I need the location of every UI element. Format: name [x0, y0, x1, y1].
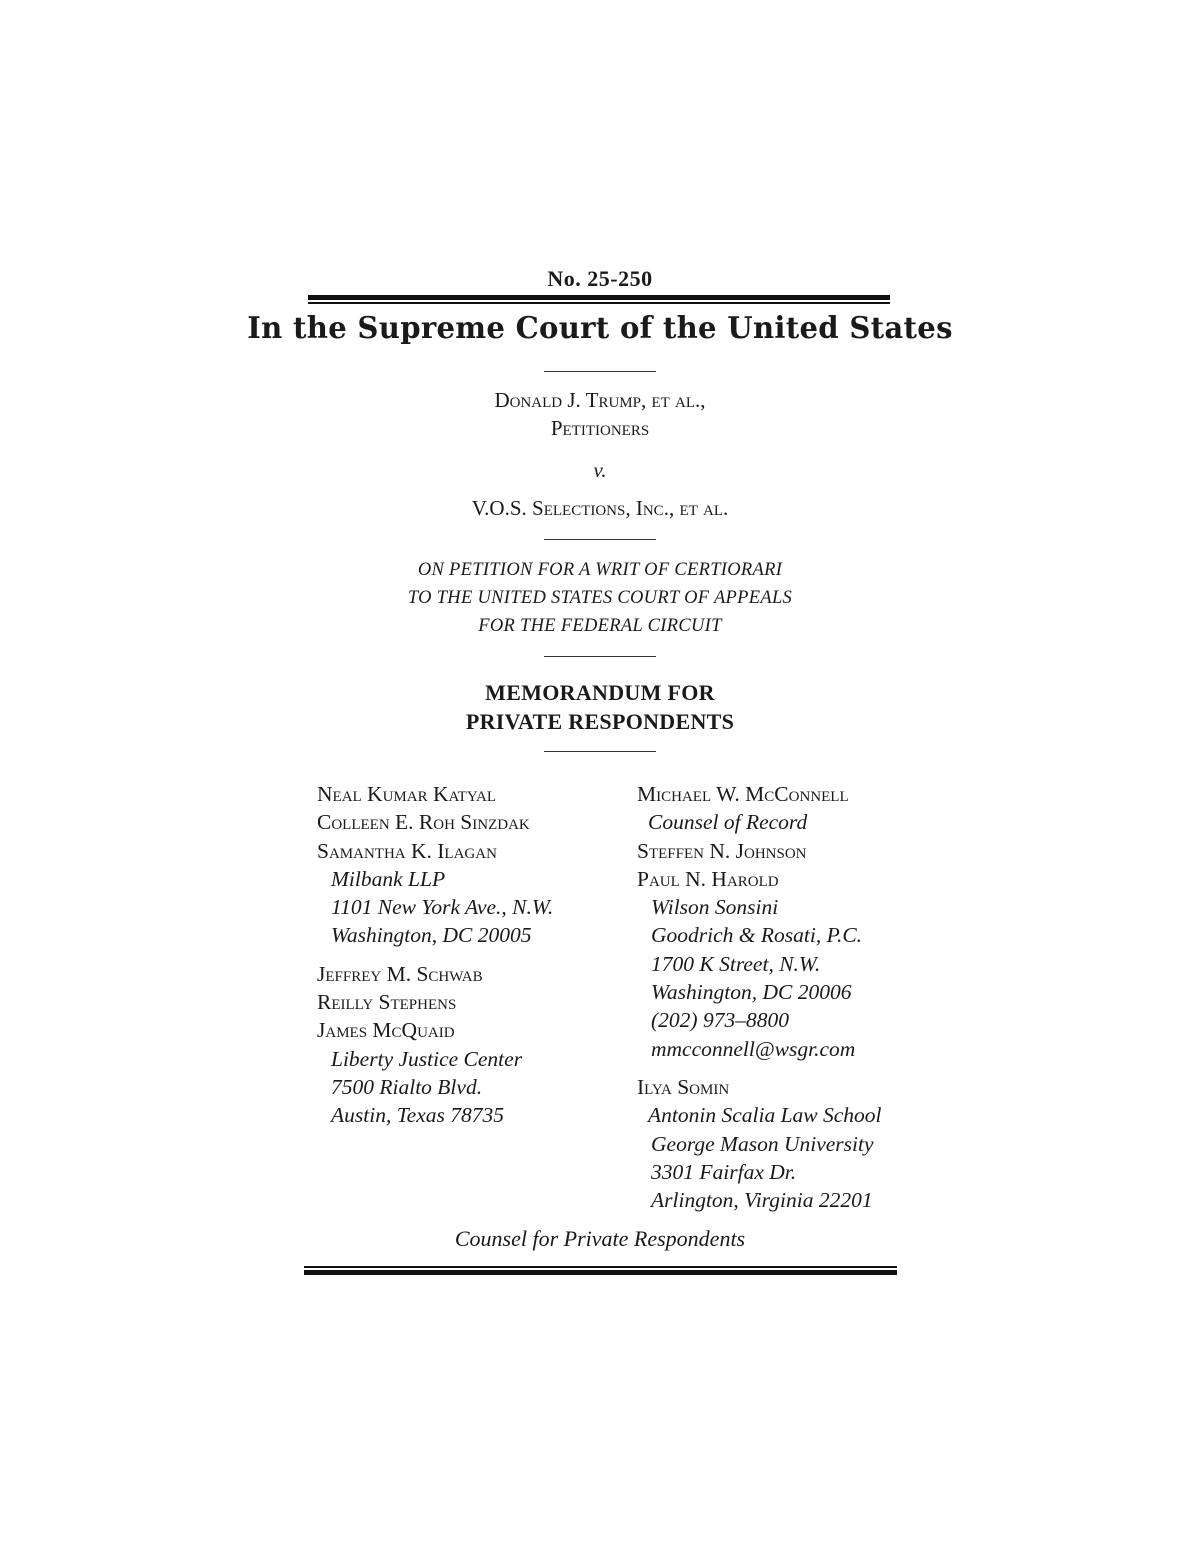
email-address: mmcconnell@wsgr.com	[651, 1036, 856, 1061]
firm-name: Wilson Sonsini	[651, 895, 779, 920]
counsel-name: Neal Kumar Katyal	[317, 782, 496, 806]
counsel-name: Colleen E. Roh Sinzdak	[317, 810, 530, 835]
petitioner-role: Petitioners	[550, 416, 650, 440]
bottom-rule-thin	[304, 1266, 897, 1268]
versus: v.	[593, 458, 607, 482]
street-address: 3301 Fairfax Dr.	[651, 1159, 797, 1184]
counsel-of-record-label: Counsel of Record	[648, 810, 808, 835]
counsel-name: Steffen N. Johnson	[637, 838, 807, 863]
firm-name: Milbank LLP	[331, 866, 446, 891]
petition-line-2: TO THE UNITED STATES COURT OF APPEALS	[407, 588, 793, 608]
school-name: Antonin Scalia Law School	[648, 1103, 882, 1128]
firm-name-cont: Goodrich & Rosati, P.C.	[651, 923, 863, 948]
docket-number: No. 25-250	[547, 266, 653, 291]
petition-line-1: ON PETITION FOR A WRIT OF CERTIORARI	[417, 560, 783, 580]
divider-2	[544, 539, 656, 540]
divider-4	[544, 751, 656, 752]
counsel-name: Reilly Stephens	[317, 990, 457, 1015]
city-address: Arlington, Virginia 22201	[651, 1188, 873, 1213]
phone-number: (202) 973–8800	[651, 1008, 789, 1033]
divider-1	[544, 371, 656, 372]
respondent-name: V.O.S. Selections, Inc., et al.	[471, 496, 729, 520]
counsel-name: Paul N. Harold	[637, 866, 779, 891]
street-address: 1101 New York Ave., N.W.	[331, 895, 554, 920]
spacer	[637, 1063, 882, 1073]
firm-name: Liberty Justice Center	[331, 1046, 523, 1071]
university-name: George Mason University	[651, 1131, 874, 1156]
street-address: 1700 K Street, N.W.	[651, 951, 821, 976]
city-address: Washington, DC 20005	[331, 923, 532, 948]
counsel-name: Ilya Somin	[637, 1074, 730, 1099]
counsel-for-label: Counsel for Private Respondents	[454, 1226, 746, 1251]
counsel-name: James McQuaid	[317, 1018, 455, 1043]
memo-title	[0, 678, 1200, 736]
spacer	[317, 950, 553, 960]
left-counsel-column	[317, 780, 553, 1130]
petitioner-name: Donald J. Trump, et al.,	[494, 388, 706, 412]
court-title: In the Supreme Court of the United States	[247, 311, 953, 346]
city-address: Washington, DC 20006	[651, 980, 852, 1005]
counsel-name: Jeffrey M. Schwab	[317, 961, 483, 986]
memo-title-line-2: PRIVATE RESPONDENTS	[465, 709, 735, 734]
street-address: 7500 Rialto Blvd.	[331, 1074, 483, 1099]
bottom-rule-thick	[304, 1270, 897, 1275]
counsel-of-record-name: Michael W. McConnell	[637, 782, 849, 806]
memo-title-line-1: MEMORANDUM FOR	[485, 680, 715, 705]
top-rule-thick	[308, 295, 890, 300]
counsel-name: Samantha K. Ilagan	[317, 838, 497, 863]
divider-3	[544, 656, 656, 657]
city-address: Austin, Texas 78735	[331, 1103, 505, 1128]
petition-line-3: FOR THE FEDERAL CIRCUIT	[478, 616, 722, 636]
right-counsel-column	[637, 780, 882, 1214]
top-rule-thin	[308, 302, 890, 304]
